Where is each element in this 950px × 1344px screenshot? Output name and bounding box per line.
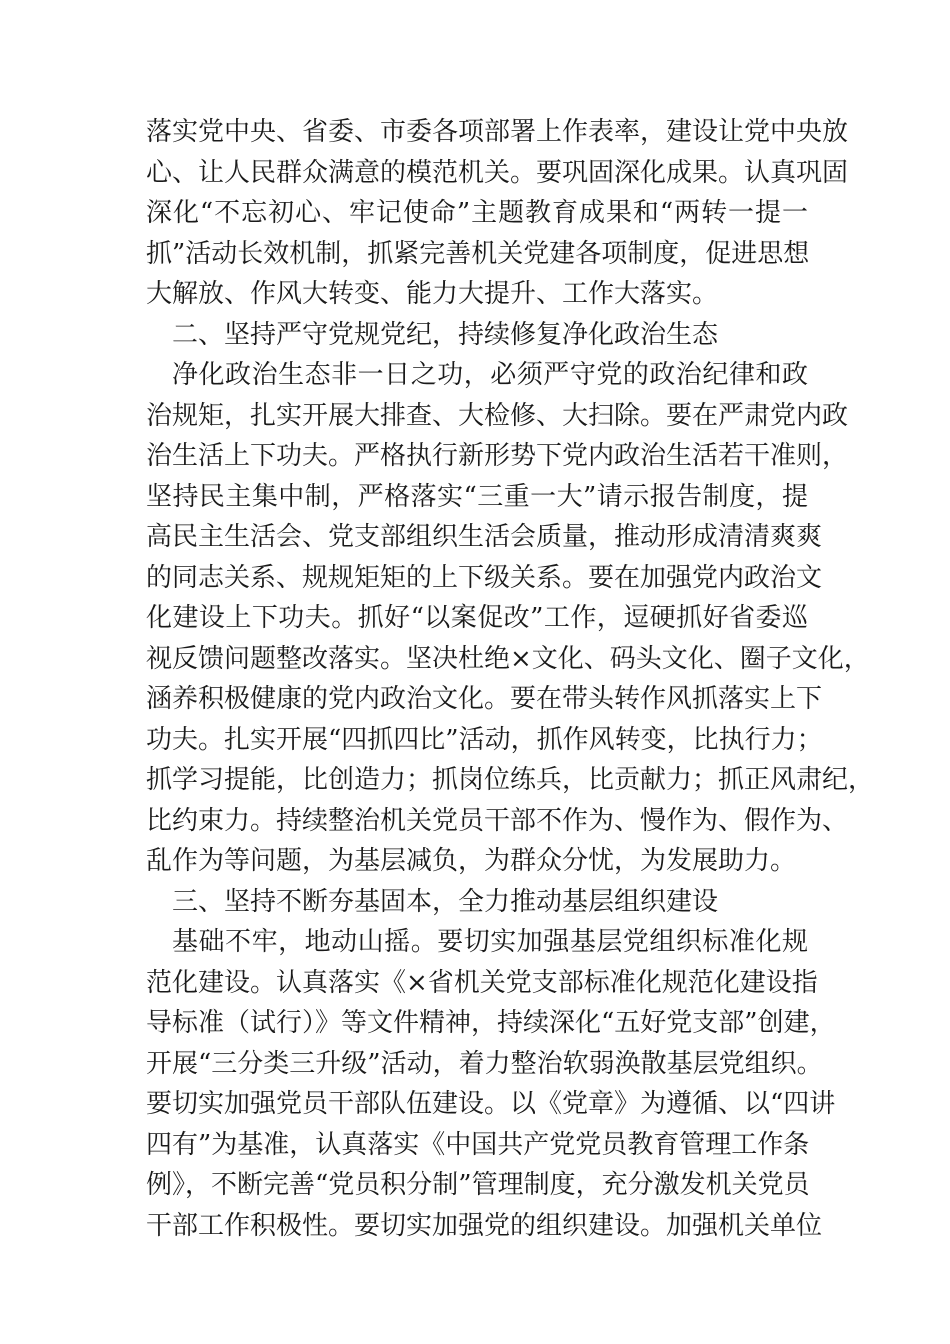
- paragraph-line: 比约束力。持续整治机关党员干部不作为、慢作为、假作为、: [146, 805, 849, 836]
- paragraph-line: 抓学习提能，比创造力；抓岗位练兵，比贡献力；抓正风肃纪，: [146, 765, 875, 795]
- paragraph-line: 高民主生活会、党支部组织生活会质量，推动形成清清爽爽: [146, 522, 823, 552]
- paragraph-line: 治生活上下功夫。严格执行新形势下党内政治生活若干准则，: [146, 441, 849, 471]
- paragraph-line: 要切实加强党员干部队伍建设。以《党章》为遵循、以“四讲: [146, 1089, 836, 1119]
- paragraph-line: 大解放、作风大转变、能力大提升、工作大落实。: [146, 279, 719, 309]
- paragraph-line: 功夫。扎实开展“四抓四比”活动，抓作风转变，比执行力；: [146, 724, 823, 755]
- paragraph-line: 视反馈问题整改落实。坚决杜绝×文化、码头文化、圈子文化，: [146, 643, 870, 674]
- paragraph-line: 心、让人民群众满意的模范机关。要巩固深化成果。认真巩固: [146, 157, 849, 188]
- paragraph-line: 乱作为等问题，为基层减负，为群众分忧，为发展助力。: [146, 846, 797, 876]
- paragraph-line: 净化政治生态非一日之功，必须严守党的政治纪律和政: [172, 360, 808, 390]
- section-heading: 二、坚持严守党规党纪，持续修复净化政治生态: [172, 319, 719, 350]
- paragraph-line: 抓”活动长效机制，抓紧完善机关党建各项制度，促进思想: [146, 238, 810, 269]
- paragraph-line: 治规矩，扎实开展大排查、大检修、大扫除。要在严肃党内政: [146, 400, 849, 431]
- paragraph-line: 导标准（试行）》等文件精神，持续深化“五好党支部”创建，: [146, 1008, 836, 1038]
- paragraph-line: 干部工作积极性。要切实加强党的组织建设。加强机关单位: [146, 1210, 823, 1241]
- paragraph-line: 化建设上下功夫。抓好“以案促改”工作，逗硬抓好省委巡: [146, 603, 808, 633]
- document-body: [146, 112, 875, 1246]
- paragraph-line: 基础不牢，地动山摇。要切实加强基层党组织标准化规: [172, 927, 808, 957]
- paragraph-line: 落实党中央、省委、市委各项部署上作表率，建设让党中央放: [146, 117, 849, 147]
- paragraph-line: 坚持民主集中制，严格落实“三重一大”请示报告制度，提: [146, 481, 808, 512]
- paragraph-line: 四有”为基准，认真落实《中国共产党党员教育管理工作条: [146, 1129, 810, 1160]
- paragraph-line: 涵养积极健康的党内政治文化。要在带头转作风抓落实上下: [146, 684, 823, 714]
- paragraph-line: 的同志关系、规规矩矩的上下级关系。要在加强党内政治文: [146, 562, 823, 593]
- paragraph-line: 深化“不忘初心、牢记使命”主题教育成果和“两转一提一: [146, 198, 808, 228]
- section-heading: 三、坚持不断夯基固本，全力推动基层组织建设: [172, 886, 719, 917]
- paragraph-line: 开展“三分类三升级”活动，着力整治软弱涣散基层党组织。: [146, 1048, 823, 1079]
- paragraph-line: 范化建设。认真落实《×省机关党支部标准化规范化建设指: [146, 967, 818, 998]
- paragraph-line: 例》，不断完善“党员积分制”管理制度，充分激发机关党员: [146, 1170, 810, 1200]
